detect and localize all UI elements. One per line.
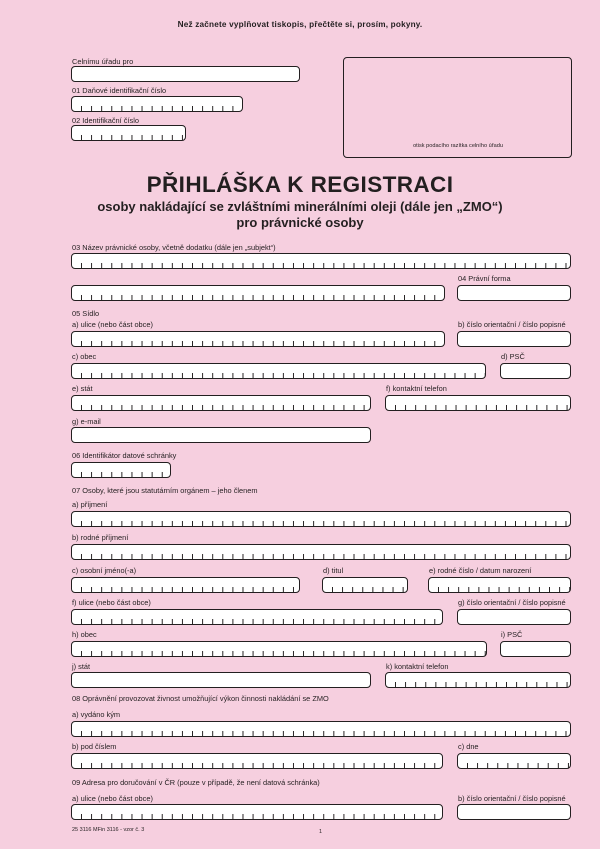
sec05-number-label: b) číslo orientační / číslo popisné — [458, 320, 566, 329]
id-number-label: 02 Identifikační číslo — [72, 116, 139, 125]
sec05-email-label: g) e-mail — [72, 417, 101, 426]
form-code: 25 3116 MFin 3116 - vzor č. 3 — [72, 827, 145, 833]
sec05-city-label: c) obec — [72, 352, 97, 361]
sec07-zip-label: i) PSČ — [501, 630, 523, 639]
sec09-street-label: a) ulice (nebo část obce) — [72, 794, 153, 803]
sec07-surname-input[interactable] — [71, 511, 571, 527]
sec09-number-label: b) číslo orientační / číslo popisné — [458, 794, 566, 803]
sec07-street-input[interactable] — [71, 609, 443, 625]
sec07-birth-surname-label: b) rodné příjmení — [72, 533, 129, 542]
form-subtitle-line: pro právnické osoby — [236, 215, 364, 230]
sec05-zip-label: d) PSČ — [501, 352, 525, 361]
sec07-given-names-label: c) osobní jméno(-a) — [72, 566, 137, 575]
form-title: PŘIHLÁŠKA K REGISTRACI — [146, 172, 454, 197]
sec08-issued-by-input[interactable] — [71, 721, 571, 737]
customs-office-label: Celnímu úřadu pro — [72, 57, 134, 66]
sec07-number-input[interactable] — [457, 609, 571, 625]
sec07-zip-input[interactable] — [500, 641, 571, 657]
form-subtitle: osoby nakládající se zvláštními minerálními oleji (dále jen „ZMO“) — [97, 199, 503, 214]
sec05-city-input[interactable] — [71, 363, 486, 379]
sec05-phone-input[interactable] — [385, 395, 571, 411]
sec07-city-label: h) obec — [72, 630, 97, 639]
entity-name-input-2[interactable] — [71, 285, 445, 301]
sec07-birth-number-label: e) rodné číslo / datum narození — [429, 566, 532, 575]
data-box-id-input[interactable] — [71, 462, 171, 478]
sec07-label: 07 Osoby, které jsou statutárním orgánem – jeho členem — [72, 486, 258, 495]
sec07-number-label: g) číslo orientační / číslo popisné — [458, 598, 566, 607]
sec07-phone-label: k) kontaktní telefon — [386, 662, 449, 671]
sec07-city-input[interactable] — [71, 641, 487, 657]
sec05-email-input[interactable] — [71, 427, 371, 443]
legal-form-input[interactable] — [457, 285, 571, 301]
sec07-surname-label: a) příjmení — [72, 500, 108, 509]
page-number: 1 — [319, 829, 323, 835]
tax-id-label: 01 Daňové identifikační číslo — [72, 86, 167, 95]
legal-form-label: 04 Právní forma — [458, 274, 511, 283]
sec05-country-input[interactable] — [71, 395, 371, 411]
sec07-country-input[interactable] — [71, 672, 371, 688]
sec07-birth-surname-input[interactable] — [71, 544, 571, 560]
sec05-phone-label: f) kontaktní telefon — [386, 384, 447, 393]
sec07-street-label: f) ulice (nebo část obce) — [72, 598, 151, 607]
sec07-degree-input[interactable] — [322, 577, 408, 593]
sec08-date-input[interactable] — [457, 753, 571, 769]
sec06-label: 06 Identifikátor datové schránky — [72, 451, 177, 460]
sec08-label: 08 Oprávnění provozovat živnost umožňující výkon činnosti nakládání se ZMO — [72, 694, 329, 703]
sec08-number-label: b) pod číslem — [72, 742, 117, 751]
sec07-country-label: j) stát — [72, 662, 91, 671]
sec05-street-label: a) ulice (nebo část obce) — [72, 320, 153, 329]
sec09-label: 09 Adresa pro doručování v ČR (pouze v případě, že není datová schránka) — [72, 778, 320, 787]
sec08-date-label: c) dne — [458, 742, 479, 751]
sec07-phone-input[interactable] — [385, 672, 571, 688]
sec05-zip-input[interactable] — [500, 363, 571, 379]
sec05-street-input[interactable] — [71, 331, 445, 347]
id-number-input[interactable] — [71, 125, 186, 141]
entity-name-input-1[interactable] — [71, 253, 571, 269]
sec05-number-input[interactable] — [457, 331, 571, 347]
stamp-label: otisk podacího razítka celního úřadu — [413, 143, 503, 149]
instructions-notice: Než začnete vyplňovat tiskopis, přečtěte si, prosím, pokyny. — [177, 20, 423, 29]
sec07-given-names-input[interactable] — [71, 577, 300, 593]
sec09-number-input[interactable] — [457, 804, 571, 820]
sec07-birth-number-input[interactable] — [428, 577, 571, 593]
sec07-degree-label: d) titul — [323, 566, 344, 575]
sec03-label: 03 Název právnické osoby, včetně dodatku (dále jen „subjekt“) — [72, 243, 276, 252]
customs-office-input[interactable] — [71, 66, 300, 82]
sec05-label: 05 Sídlo — [72, 309, 100, 318]
sec05-country-label: e) stát — [72, 384, 93, 393]
sec08-issued-by-label: a) vydáno kým — [72, 710, 121, 719]
sec09-street-input[interactable] — [71, 804, 443, 820]
sec08-number-input[interactable] — [71, 753, 443, 769]
tax-id-input[interactable] — [71, 96, 243, 112]
